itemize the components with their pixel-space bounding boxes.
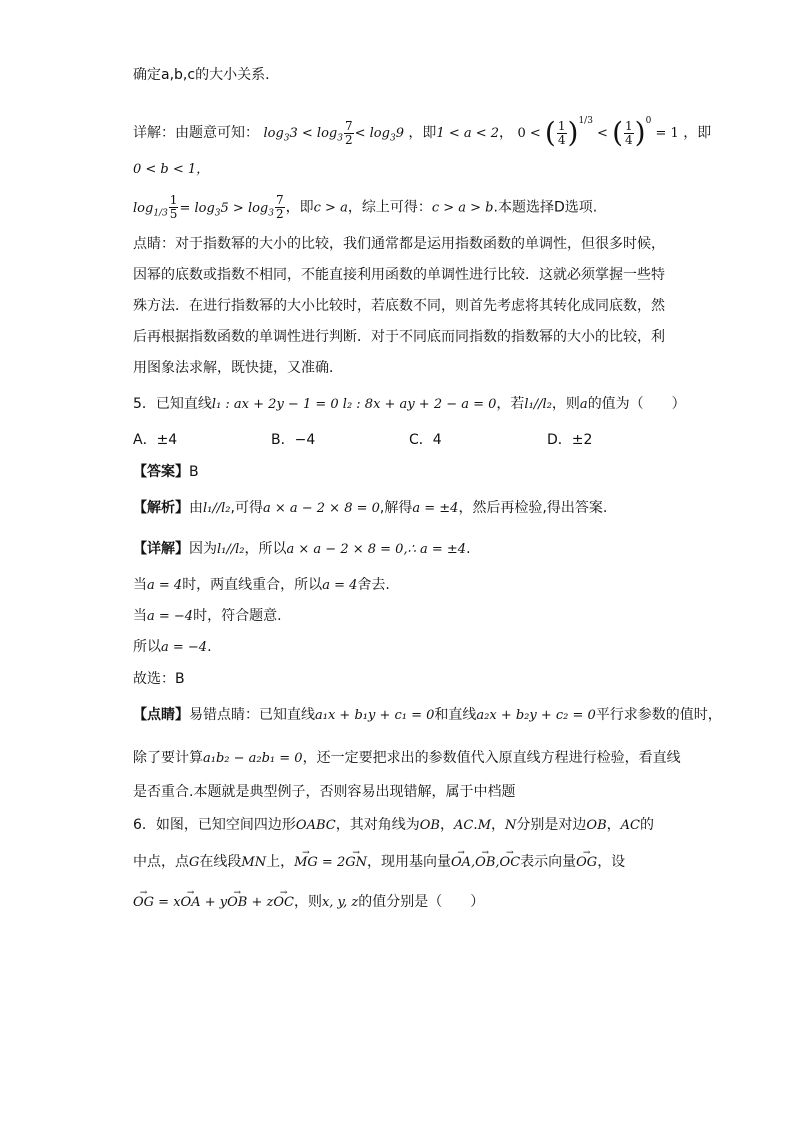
case-line: 所以a = −4. xyxy=(133,639,212,655)
option-a: A．±4 xyxy=(133,432,178,448)
question-6-line-2: 中点，点G在线段MN上，→ MG = 2→ GN，现用基向量→ OA,→ OB,→ OC表示向量→ OG，设 xyxy=(133,851,625,874)
tip-line: 点睛：对于指数幂的大小的比较，我们通常都是运用指数函数的单调性，但很多时候， xyxy=(133,236,665,252)
question-6-line-3: → OG = x→ OA + y→ OB + z→ OC，则x, y, z的值分别是（ ） xyxy=(133,891,484,914)
selection-line: 故选：B xyxy=(133,671,185,687)
log-inequality: $\log_33 < \log_3$ xyxy=(263,126,343,144)
fraction: $\frac{7}{2}$ xyxy=(344,118,353,147)
option-c: C．4 xyxy=(409,432,442,448)
log-expression: $\log_{1/3}$ xyxy=(133,200,168,219)
text-line: 确定a,b,c的大小关系. xyxy=(133,67,270,83)
tip-line: 用图象法求解，既快捷，又准确． xyxy=(133,360,343,376)
tip-line: 因幂的底数或指数不相同，不能直接利用函数的单调性进行比较．这就必须掌握一些特 xyxy=(133,267,665,283)
option-d: D．±2 xyxy=(547,432,593,448)
detail-line-3: $\log_{1/3}$ $\frac{1}{5}$ = $\log_35 > \log_3$ $\frac{7}{2}$ ，即c > a，综上可得：c > a > b.本题选择D选项. xyxy=(133,193,598,221)
answer-line: 【答案】B xyxy=(133,464,199,480)
question-5: 5．已知直线l₁ : ax + 2y − 1 = 0 l₂ : 8x + ay + 2 − a = 0，若l₁//l₂，则a的值为（ ） xyxy=(133,396,686,412)
analysis-line: 【解析】由l₁//l₂,可得a × a − 2 × 8 = 0,解得a = ±4，然后再检验,得出答案. xyxy=(133,500,608,516)
options-row xyxy=(133,429,685,451)
case-line: 当a = 4时，两直线重合，所以a = 4舍去. xyxy=(133,577,390,593)
exp-inequality: 0 < xyxy=(517,126,545,141)
option-b: B．−4 xyxy=(271,432,316,448)
tip-line: 殊方法．在进行指数幂的大小比较时，若底数不同，则首先考虑将其转化成同底数，然 xyxy=(133,298,665,314)
detail-line: 【详解】因为l₁//l₂，所以a × a − 2 × 8 = 0,∴ a = ±4. xyxy=(133,541,471,557)
question-6-line-1: 6．如图，已知空间四边形OABC，其对角线为OB，AC.M，N分别是对边OB，AC的 xyxy=(133,817,654,833)
detail-line-1: 详解：由题意可知： $\log_33 < \log_3$ $\frac{7}{2}$ < $\log_39$ ，即1 < a < 2， 0 < ( $\frac{1}{4}$ )$^{1/3}$ < ( $\frac{1}{4}$ )$^0$ = 1 ，即 xyxy=(133,116,712,149)
pointer-line-2: 除了要计算a₁b₂ − a₂b₁ = 0，还一定要把求出的参数值代入原直线方程进行检验，看直线 xyxy=(133,750,681,766)
pointer-line-3: 是否重合.本题就是典型例子，否则容易出现错解，属于中档题 xyxy=(133,784,516,800)
pointer-line-1: 【点睛】易错点睛：已知直线a₁x + b₁y + c₁ = 0和直线a₂x + b₂y + c₂ = 0平行求参数的值时， xyxy=(133,707,722,723)
text-line: 0 < b < 1， xyxy=(133,162,210,177)
case-line: 当a = −4时，符合题意. xyxy=(133,608,282,624)
tip-line: 后再根据指数函数的单调性进行判断．对于不同底而同指数的指数幂的大小的比较，利 xyxy=(133,329,665,345)
